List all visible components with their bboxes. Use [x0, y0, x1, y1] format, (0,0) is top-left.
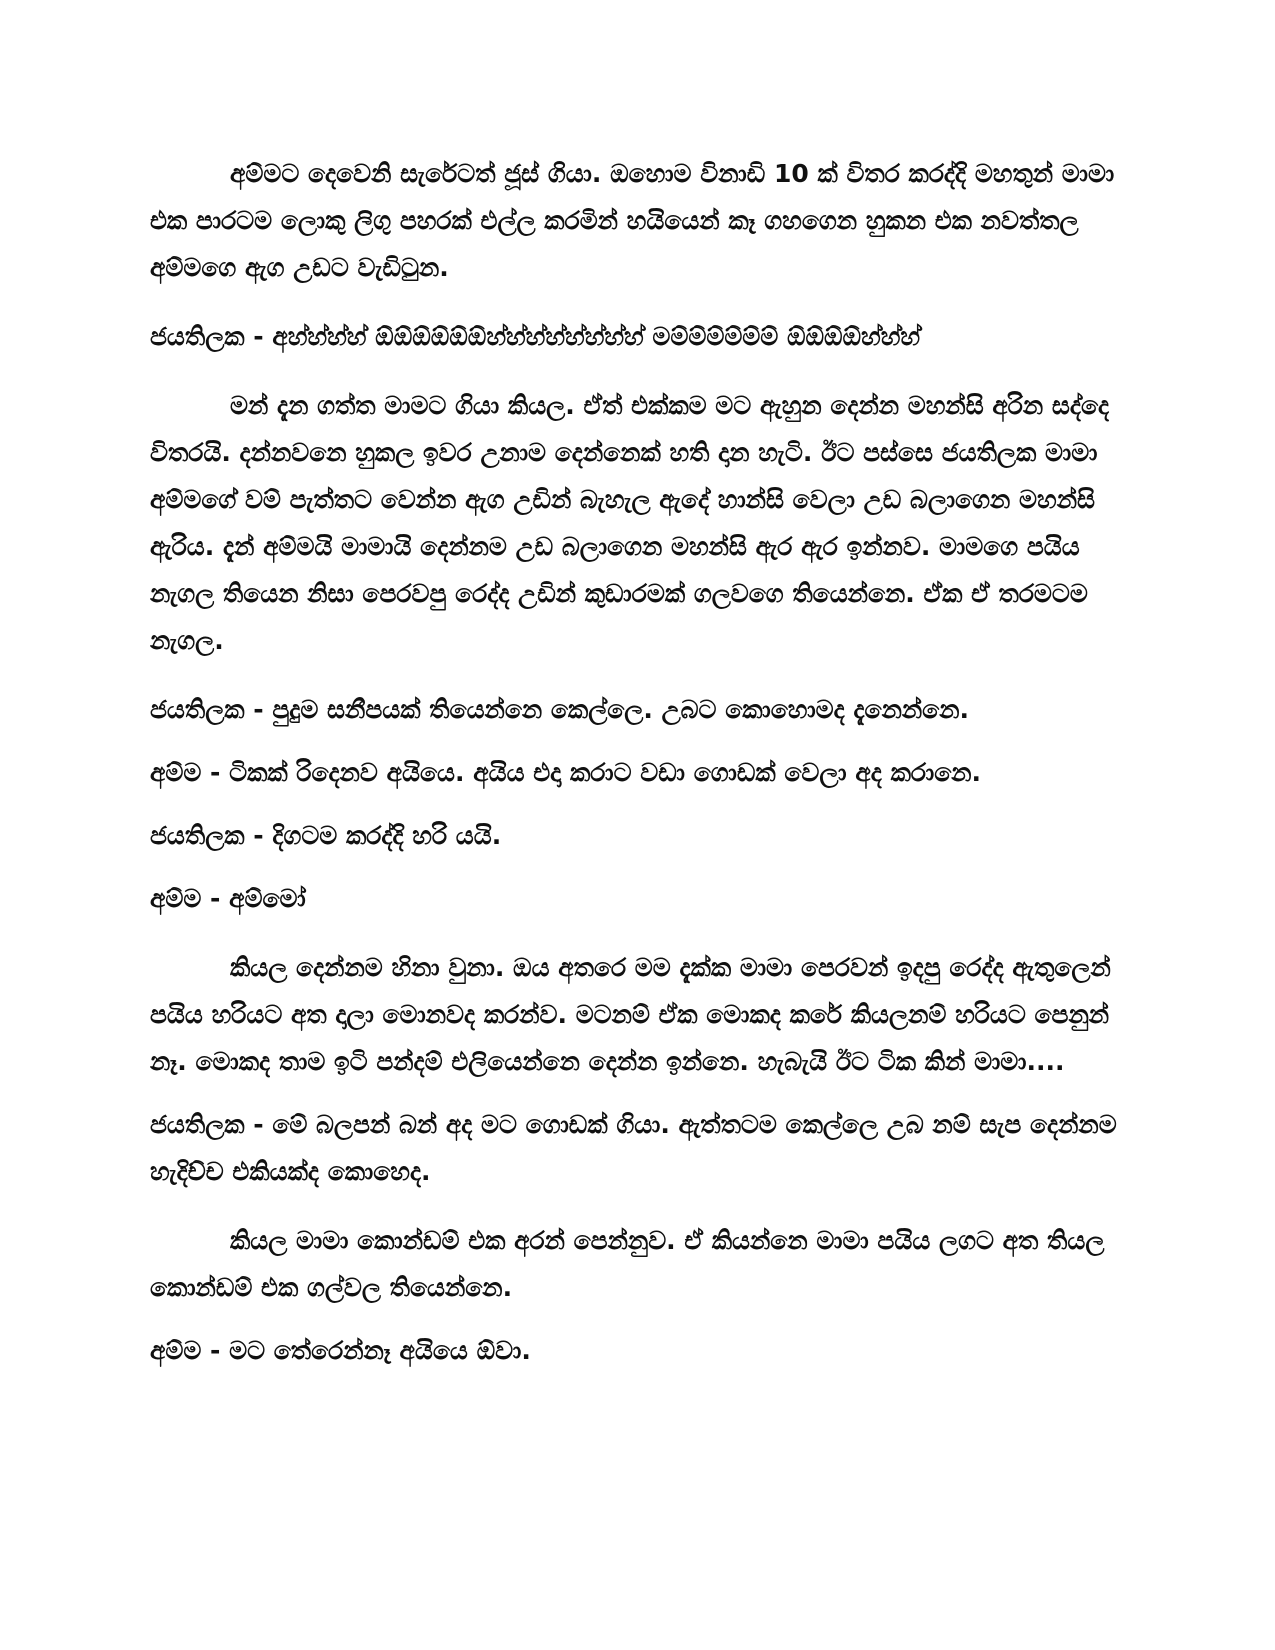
- paragraph-dialogue-jayathilaka-3: ජයතිලක - දිගටම කරද්දි හරි යයි.: [150, 821, 502, 850]
- document-page: [150, 150, 1125, 1480]
- paragraph-dialogue-amma-2: අම්ම - අම්මෝ: [150, 884, 306, 913]
- paragraph-dialogue-jayathilaka-2: ජයතිලක - පුදුම සනීපයක් තියෙන්නෙ කෙල්ලෙ. උබට කොහොමද දැනෙන්නෙ.: [150, 695, 970, 724]
- paragraph-narration-1: අම්මට දෙවෙනි සැරේටත් ජූස් ගියා. ඔහොම විනාඩි 10 ක් විතර කරද්දි මහතුන් මාමා එක පාරටම ලොකු ලිගු පහරක් එල්ල කරමින් හයියෙන් කෑ ගහගෙන හුකන එක නවත්තල අම්මගෙ ඇග උඩට වැඩිටුන.: [150, 159, 1115, 282]
- paragraph-narration-3: කියල දෙන්නම හිනා වුනා. ඔය අතරෙ මම දැක්ක මාමා පෙරවන් ඉදපු රෙද්ද ඇතුලෙන් පයිය හරියට අත දාලා මොනවද කරන්ව. මටනම් ඒක මොකද කරේ කියලනම් හරියට පෙනුන් නෑ. මොකද තාම ඉටි පන්දම් එලියෙන්නෙ දෙන්න ඉන්නෙ. හැබැයි ඊට ටික කින් මාමා....: [150, 953, 1111, 1076]
- paragraph-dialogue-jayathilaka-4: ජයතිලක - මේ බලපන් බන් අද මට ගොඩක් ගියා. ඇත්තටම කෙල්ලෙ උබ නම් සැප දෙන්නම හැදිච්ච එකියක්ද කොහෙද.: [150, 1110, 1117, 1186]
- paragraph-narration-2: මන් දැන ගත්ත මාමට ගියා කියල. ඒත් එක්කම මට ඇහුන දෙන්න මහන්සි අරින සද්දෙ විතරයි. දන්නවනෙ හුකල ඉවර උනාම දෙන්නෙක් හති දාන හැටි. ඊට පස්සෙ ජයතිලක මාමා අම්මගේ වම් පැත්තට වෙන්න ඇග උඩින් බැහැල ඇදේ හාන්සි වෙලා උඩ බලාගෙන මහන්සි ඇරිය. දැන් අම්මයි මාමායි දෙන්නම උඩ බලාගෙන මහන්සි ඇර ඇර ඉන්නව. මාමගෙ පයිය නැගල තියෙන නිසා පෙරවපු රෙද්ද උඩින් කුඩාරමක් ගලවගෙ තියෙන්නෙ. ඒක ඒ තරමටම නැගල.: [150, 391, 1110, 655]
- paragraph-dialogue-amma-1: අම්ම - ටිකක් රිදෙනව අයියෙ. අයිය එදා කරාට වඩා ගොඩක් වෙලා අද කරානෙ.: [150, 758, 982, 787]
- paragraph-narration-4: කියල මාමා කොන්ඩම් එක අරන් පෙන්නුව. ඒ කියන්නෙ මාමා පයිය ලගට අත තියල කොන්ඩම් එක ගල්වල තියෙන්නෙ.: [150, 1226, 1105, 1302]
- paragraph-dialogue-amma-3: අම්ම - මට තේරෙන්නෑ අයියෙ ඕවා.: [150, 1336, 531, 1365]
- paragraph-dialogue-jayathilaka-1: ජයතිලක - අහ්හ්හ්හ් ඕඕඕඕඕඕහ්හ්හ්හ්හ්හ්හ්හ් මම්ම්ම්ම්ම්ම් ඕඕඕඕහ්හ්හ්: [150, 322, 921, 351]
